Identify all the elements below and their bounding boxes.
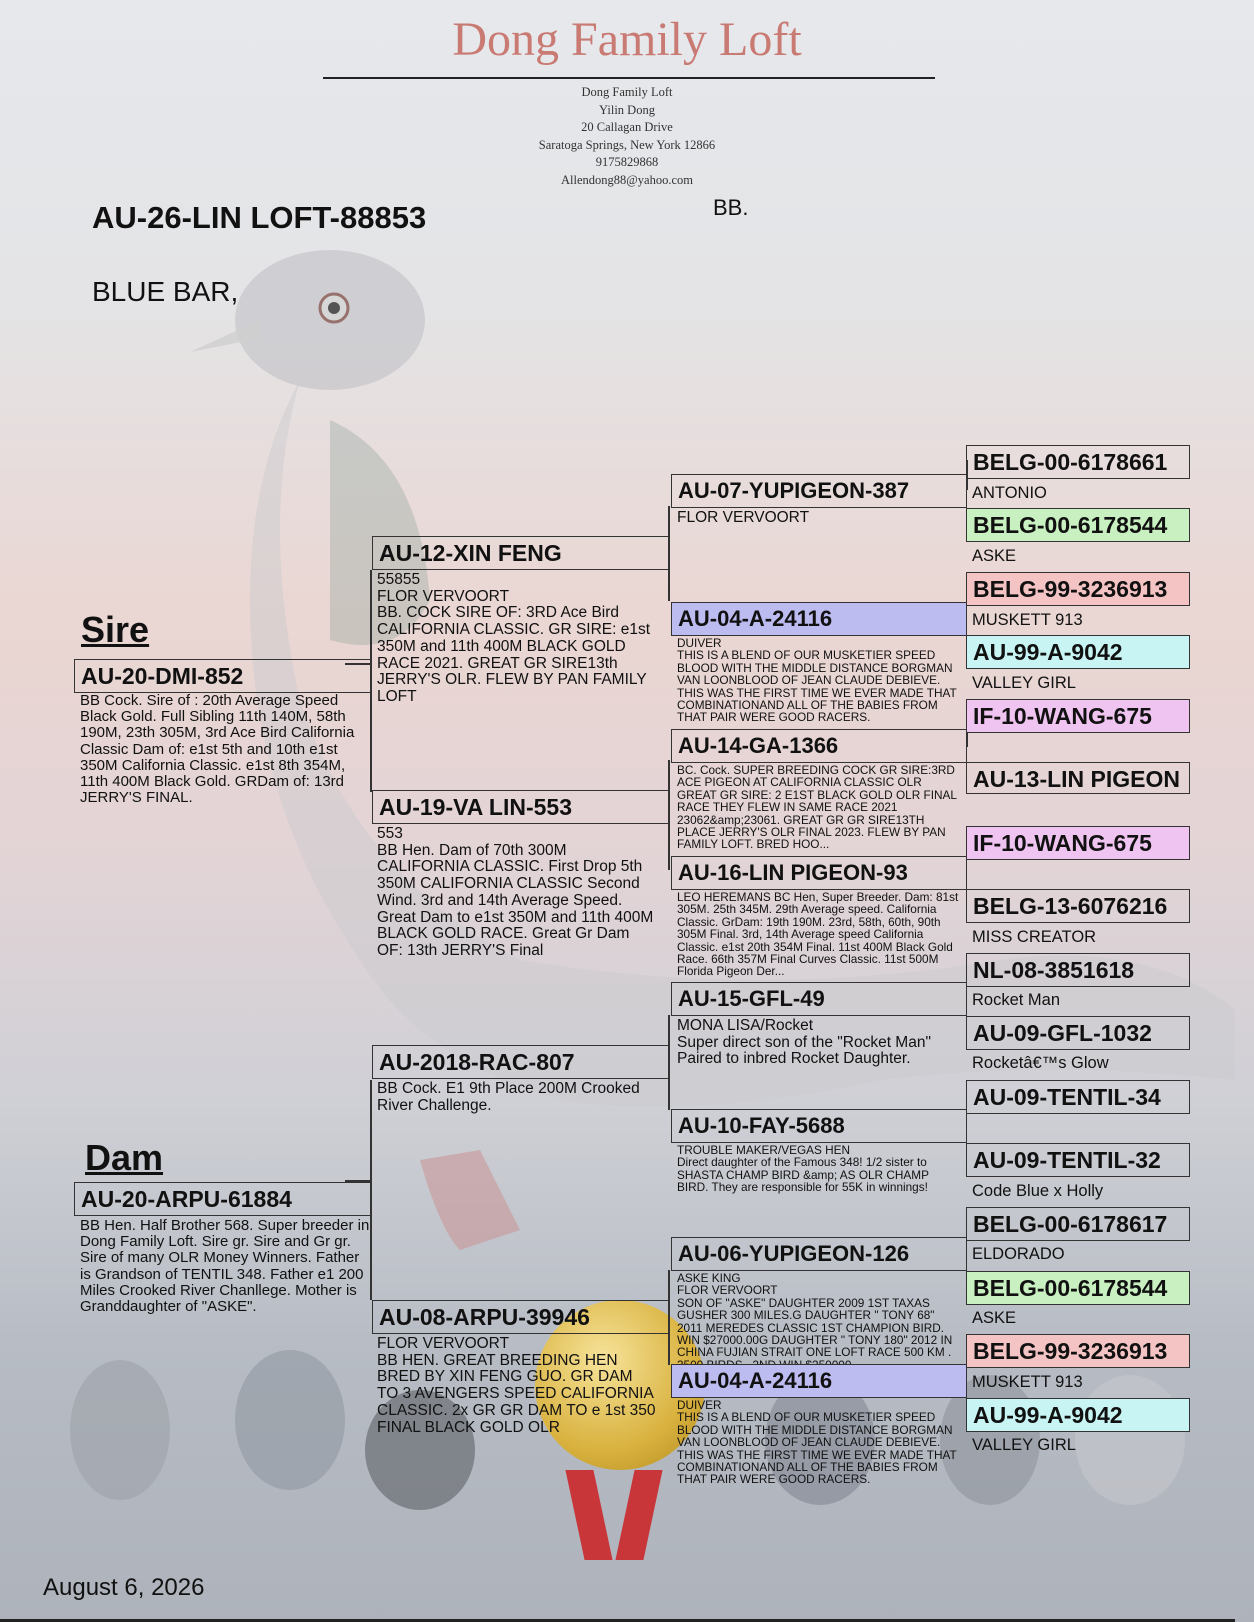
great-grandparent-band: AU-16-LIN PIGEON-93 <box>671 856 967 890</box>
great-grandparent-notes: BC. Cock. SUPER BREEDING COCK GR SIRE:3RD ACE PIGEON AT CALIFORNIA CLASSIC OLR GREAT GR SIRE: 2 E1ST BLACK GOLD OLR FINAL RACE THEY FLEW IN SAME RACE 2021 23062&amp;23061. GREAT GR GR SIRE13TH PLACE JERRY'S OLR FINAL 2023. FLEW BY PAN FAMILY LOFT. BRED HOO... <box>677 763 957 852</box>
gg-grandparent-name: ELDORADO <box>972 1245 1065 1263</box>
gg-grandparent-name: MUSKETT 913 <box>972 611 1083 629</box>
sire-notes: BB Cock. Sire of : 20th Average Speed Black Gold. Full Sibling 11th 140M, 58th 190M, 23th 305M, 3rd Ace Bird California Classic Dam of: e1st 5th and 10th e1st 350M California Classic. e1st 8th 354M, 11th 400M Black Gold. GRDam of: 13rd JERRY'S FINAL. <box>80 692 355 807</box>
great-grandparent-band: AU-06-YUPIGEON-126 <box>671 1237 967 1271</box>
great-grandparent-notes: MONA LISA/Rocket Super direct son of the "Rocket Man" Paired to inbred Rocket Daughter. <box>677 1017 931 1068</box>
great-grandparent-notes: ASKE KING FLOR VERVOORT SON OF "ASKE" DAUGHTER 2009 1ST TAXAS GUSHER 300 MILES.G DAUGHTER " TONY 68" 2011 MEREDES CLASSIC 1ST CHAMPION BIRD. WIN $27000.00G DAUGHTER " TONY 180" 2012 IN CHINA FUJIAN STRAIT ONE LOFT RACE 500 KM . <box>677 1271 953 1360</box>
gg-grandparent-band: BELG-99-3236913 <box>966 1334 1190 1368</box>
gg-grandparent-band: BELG-00-6178617 <box>966 1207 1190 1241</box>
gg-grandparent-band: AU-09-TENTIL-34 <box>966 1080 1190 1114</box>
address-block <box>0 84 1254 189</box>
address-line: 20 Callagan Drive <box>581 120 673 134</box>
great-grandparent-band: AU-14-GA-1366 <box>671 729 967 763</box>
gg-grandparent-name: Rocketâ€™s Glow <box>972 1054 1109 1072</box>
great-grandparent-notes: DUIVER THIS IS A BLEND OF OUR MUSKETIER SPEED BLOOD WITH THE MIDDLE DISTANCE BORGMAN VAN LOONBLOOD OF JEAN CLAUDE DEBIEVE. THIS WAS THE FIRST TIME WE EVER MADE THAT COMBINATIONAND ALL OF THE BABIES FROM THAT PAIR WERE GOOD RACERS. <box>677 1398 957 1487</box>
grandparent-band: AU-08-ARPU-39946 <box>372 1300 669 1334</box>
great-grandparent-band: AU-15-GFL-49 <box>671 982 967 1016</box>
grandparent-notes: BB Cock. E1 9th Place 200M Crooked River Challenge. <box>377 1080 640 1114</box>
great-grandparent-notes: DUIVER THIS IS A BLEND OF OUR MUSKETIER SPEED BLOOD WITH THE MIDDLE DISTANCE BORGMAN VAN LOONBLOOD OF JEAN CLAUDE DEBIEVE. THIS WAS THE FIRST TIME WE EVER MADE THAT COMBINATIONAND ALL OF THE BABIES FROM THAT PAIR WERE GOOD RACERS. <box>677 636 957 725</box>
great-grandparent-band: AU-04-A-24116 <box>671 1364 967 1398</box>
address-line: Dong Family Loft <box>581 85 673 99</box>
print-date: August 6, 2026 <box>43 1574 205 1601</box>
gg-grandparent-band: BELG-00-6178544 <box>966 1271 1190 1305</box>
great-grandparent-band: AU-07-YUPIGEON-387 <box>671 474 967 508</box>
gg-grandparent-name: ASKE <box>972 1309 1017 1327</box>
gg-grandparent-band: AU-99-A-9042 <box>966 635 1190 669</box>
gg-grandparent-name: ASKE <box>972 547 1017 565</box>
gg-grandparent-band: BELG-99-3236913 <box>966 572 1190 606</box>
gg-grandparent-band: AU-09-TENTIL-32 <box>966 1143 1190 1177</box>
gg-grandparent-band: IF-10-WANG-675 <box>966 826 1190 860</box>
bird-color: BLUE BAR, <box>92 276 239 307</box>
dam-notes: BB Hen. Half Brother 568. Super breeder in Dong Family Loft. Sire gr. Sire and Gr gr. Sire of many OLR Money Winners. Father is Grandson of TENTIL 348. Father e1 200 Miles Crooked River Chanllege. Mother is Granddaughter of "ASKE". <box>80 1217 370 1315</box>
gg-grandparent-name: Rocket Man <box>972 991 1061 1009</box>
gg-grandparent-band: AU-13-LIN PIGEON <box>966 762 1190 794</box>
address-line: Yilin Dong <box>599 102 655 117</box>
gg-grandparent-band: IF-10-WANG-675 <box>966 699 1190 733</box>
gg-grandparent-band: AU-99-A-9042 <box>966 1398 1190 1432</box>
great-grandparent-band: AU-10-FAY-5688 <box>671 1109 967 1143</box>
address-line: 9175829868 <box>595 155 659 169</box>
title-divider <box>323 77 935 79</box>
gg-grandparent-name: VALLEY GIRL <box>972 1436 1076 1454</box>
loft-title: Dong Family Loft <box>452 13 802 66</box>
grandparent-band: AU-2018-RAC-807 <box>372 1045 669 1079</box>
address-line: Allendong88@yahoo.com <box>561 172 693 187</box>
grandparent-band: AU-12-XIN FENG <box>372 536 669 570</box>
grandparent-notes: 553 BB Hen. Dam of 70th 300M CALIFORNIA CLASSIC. First Drop 5th 350M CALIFORNIA CLASSIC Second Wind. 3rd and 14th Average Speed. Great Dam to e1st 350M and 11th 400M BLACK GOLD RACE. Great Gr Dam OF: 13th JERRY'S Final <box>377 825 654 960</box>
gg-grandparent-band: NL-08-3851618 <box>966 953 1190 987</box>
grandparent-band: AU-19-VA LIN-553 <box>372 790 669 824</box>
great-grandparent-notes: TROUBLE MAKER/VEGAS HEN Direct daughter of the Famous 348! 1/2 sister to SHASTA CHAMP BIRD &amp; AS OLR CHAMP BIRD. They are responsible for 55K in winnings! <box>677 1143 929 1195</box>
sire-heading: Sire <box>81 609 150 650</box>
great-grandparent-notes: LEO HEREMANS BC Hen, Super Breeder. Dam: 81st 305M. 25th 345M. 29th Average speed. California Classic. GrDam: 19th 190M. 23rd, 58th, 60th, 90th 305M Final. 3rd, 14th Average speed California Classic. e1st 20th 354M Final. 11st 400M Black Gold Race. 66th 357M Final Curves Classic. 11st 500M Florida Pigeon Der... <box>677 890 959 979</box>
gg-grandparent-band: BELG-13-6076216 <box>966 889 1190 923</box>
grandparent-notes: FLOR VERVOORT BB HEN. GREAT BREEDING HEN BRED BY XIN FENG GUO. GR DAM TO 3 AVENGERS SPEED CALIFORNIA CLASSIC. 2x GR GR DAM TO e 1st 350 FINAL BLACK GOLD OLR <box>377 1335 656 1436</box>
dam-band: AU-20-ARPU-61884 <box>74 1182 371 1216</box>
dam-heading: Dam <box>85 1137 164 1178</box>
address-line: Saratoga Springs, New York 12866 <box>538 137 716 152</box>
bird-sex: BB. <box>713 195 749 220</box>
gg-grandparent-name: MISS CREATOR <box>972 928 1097 946</box>
gg-grandparent-name: ANTONIO <box>972 484 1047 502</box>
gg-grandparent-band: AU-09-GFL-1032 <box>966 1016 1190 1050</box>
great-grandparent-band: AU-04-A-24116 <box>671 602 967 636</box>
gg-grandparent-band: BELG-00-6178544 <box>966 508 1190 542</box>
gg-grandparent-name: VALLEY GIRL <box>972 674 1076 692</box>
gg-grandparent-name: Code Blue x Holly <box>972 1182 1104 1200</box>
great-grandparent-notes: FLOR VERVOORT <box>677 509 810 526</box>
bird-band: AU-26-LIN LOFT-88853 <box>92 200 427 235</box>
sire-band: AU-20-DMI-852 <box>74 659 371 693</box>
gg-grandparent-name: MUSKETT 913 <box>972 1373 1083 1391</box>
grandparent-notes: 55855 FLOR VERVOORT BB. COCK SIRE OF: 3RD Ace Bird CALIFORNIA CLASSIC. GR SIRE: e1st 350M and 11th 400M BLACK GOLD RACE 2021. GREAT GR SIRE13th JERRY'S OLR. FLEW BY PAN FAMILY LOFT <box>377 571 651 706</box>
gg-grandparent-band: BELG-00-6178661 <box>966 445 1190 479</box>
